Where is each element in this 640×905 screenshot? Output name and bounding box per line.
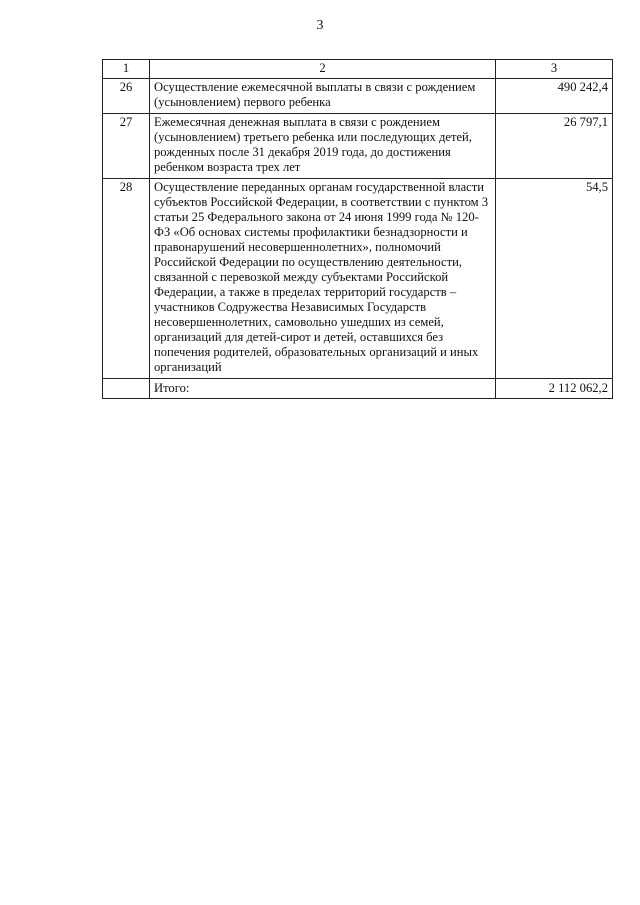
table-row xyxy=(103,114,613,179)
row-amount: 54,5 xyxy=(496,179,613,379)
total-row xyxy=(103,379,613,399)
total-number-cell xyxy=(103,379,150,399)
row-number: 27 xyxy=(103,114,150,179)
row-number: 28 xyxy=(103,179,150,379)
column-header-3: 3 xyxy=(496,60,613,79)
page-number: 3 xyxy=(316,18,324,33)
row-description: Ежемесячная денежная выплата в связи с рождением (усыновлением) третьего ребенка или последующих детей, рожденных после 31 декабря 2019 года, до достижения ребенком возраста трех лет xyxy=(150,114,496,179)
table-row xyxy=(103,79,613,114)
row-description: Осуществление переданных органам государственной власти субъектов Российской Федерации, в соответствии с пунктом 3 статьи 25 Федерального закона от 24 июня 1999 года № 120-ФЗ «Об основах системы профилактики безнадзорности и правонарушений несовершеннолетних», полномочий Российской Федерации по осуществлению деятельности, связанной с перевозкой между субъектами Российской Федерации, а также в пределах территорий государств – участников Содружества Независимых Государств несовершеннолетних, самовольно ушедших из семей, организаций для детей-сирот и детей, оставшихся без попечения родителей, образовательных организаций и иных организаций xyxy=(150,179,496,379)
row-number: 26 xyxy=(103,79,150,114)
row-amount: 26 797,1 xyxy=(496,114,613,179)
budget-table xyxy=(102,59,613,399)
table-row xyxy=(103,179,613,379)
table-header-row xyxy=(103,60,613,79)
column-header-2: 2 xyxy=(150,60,496,79)
total-amount: 2 112 062,2 xyxy=(496,379,613,399)
total-label: Итого: xyxy=(150,379,496,399)
row-amount: 490 242,4 xyxy=(496,79,613,114)
row-description: Осуществление ежемесячной выплаты в связи с рождением (усыновлением) первого ребенка xyxy=(150,79,496,114)
column-header-1: 1 xyxy=(103,60,150,79)
